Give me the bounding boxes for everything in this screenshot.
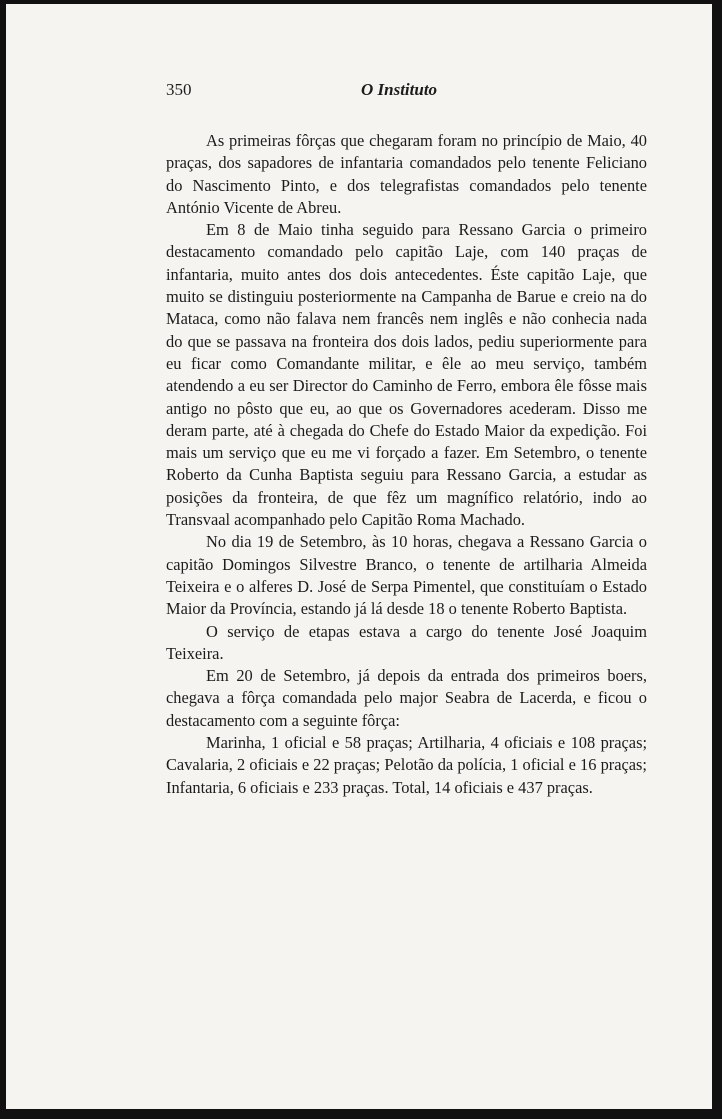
page-number: 350 — [166, 80, 192, 99]
paragraph: Em 8 de Maio tinha seguido para Ressano Garcia o primeiro destacamento comandado pelo capitão Laje, com 140 praças de infantaria, muito antes dos dois antecedentes. Éste capitão Laje, que muito se distinguiu posteriormente na Campanha de Barue e creio na do Mataca, como não falava nem francês nem inglês e não conhecia nada do que se passava na fronteira dos dois lados, pediu superiormente para eu ficar como Comandante militar, e êle ao meu serviço, também atendendo a eu ser Director do Caminho de Ferro, embora êle fôsse mais antigo no pôsto que eu, ao que os Governadores acederam. Disso me deram parte, até à chegada do Chefe do Estado Maior da expedição. Foi mais um serviço que eu me vi forçado a fazer. Em Setembro, o tenente Roberto da Cunha Baptista seguiu para Ressano Garcia, a estudar as posições da fronteira, de que fêz um magnífico relatório, indo ao Transvaal acompanhado pelo Capitão Roma Machado. — [166, 220, 647, 530]
paragraph: O serviço de etapas estava a cargo do tenente José Joaquim Teixeira. — [166, 621, 647, 663]
running-title: O Instituto — [361, 80, 438, 99]
paragraph: No dia 19 de Setembro, às 10 horas, chegava a Ressano Garcia o capitão Domingos Silvestre Branco, o tenente de artilharia Almeida Teixeira e o alferes D. José de Serpa Pimentel, que constituíam o Estado Maior da Província, estando já lá desde 18 o tenente Roberto Baptista. — [166, 532, 647, 619]
body-text — [166, 130, 647, 799]
paragraph: Em 20 de Setembro, já depois da entrada dos primeiros boers, chegava a fôrça comandada pelo major Seabra de Lacerda, e ficou o destacamento com a seguinte fôrça: — [166, 666, 647, 730]
paragraph: As primeiras fôrças que chegaram foram no princípio de Maio, 40 praças, dos sapadores de infantaria comandados pelo tenente Feliciano do Nascimento Pinto, e dos telegrafistas comandados pelo tenente António Vicente de Abreu. — [166, 131, 647, 217]
page-header — [166, 80, 646, 104]
paragraph: Marinha, 1 oficial e 58 praças; Artilharia, 4 oficiais e 108 praças; Cavalaria, 2 oficiais e 22 praças; Pelotão da polícia, 1 oficial e 16 praças; Infantaria, 6 oficiais e 233 praças. Total, 14 oficiais e 437 praças. — [166, 733, 647, 797]
